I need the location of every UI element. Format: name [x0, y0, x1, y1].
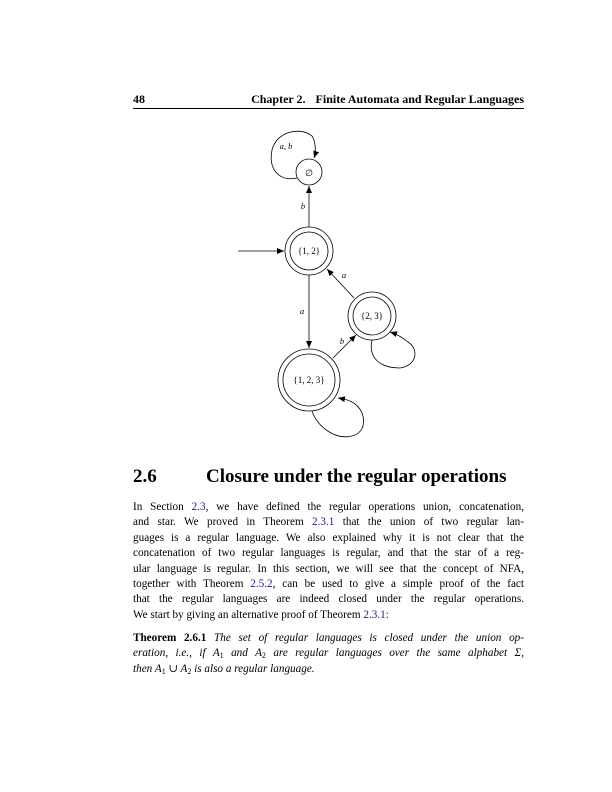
edge-23-to-12 [327, 269, 354, 298]
para-line: In Section 2.3, we have defined the regular operations union, concatenation, [133, 501, 524, 513]
state-label-23: {2, 3} [360, 311, 384, 321]
theorem-label: Theorem 2.6.1 [133, 632, 207, 644]
section-number: 2.6 [133, 466, 157, 487]
theorem-block [133, 631, 524, 677]
state-label-123: {1, 2, 3} [293, 375, 325, 385]
body-paragraph [133, 500, 524, 623]
loop-23 [371, 332, 415, 368]
edge-label-loop-empty: a, b [279, 141, 293, 151]
state-label-empty: ∅ [305, 168, 313, 178]
edge-label-23-to-12: a [341, 270, 347, 280]
section-heading [133, 466, 524, 488]
edge-label-12-to-empty: b [300, 201, 306, 211]
para-line: and star. We proved in Theorem 2.3.1 that the union of two regular lan- [133, 516, 524, 529]
edge-label-123-to-23: b [339, 336, 345, 346]
page-number: 48 [133, 92, 145, 106]
ref-link-theorem[interactable]: 2.3.1 [363, 608, 386, 621]
theorem-line: then $A_1$ ∪ $A_2$ is also a regular language. [133, 662, 315, 676]
state-label-12: {1, 2} [297, 246, 321, 256]
ref-link-section[interactable]: 2.3 [191, 501, 206, 513]
theorem-line: eration, i.e., if $A_1$ and $A_2$ are regular languages over the same alphabet Σ, [133, 647, 524, 661]
para-line: We start by giving an alternative proof of Theorem 2.3.1: [133, 608, 389, 621]
edge-label-12-to-123: a [299, 306, 305, 316]
chapter-title: Finite Automata and Regular Languages [315, 92, 524, 106]
edge-123-to-23 [333, 335, 356, 358]
ref-link-theorem[interactable]: 2.5.2 [250, 577, 273, 590]
para-line: ular language is regular. In this section, we will see that the concept of NFA, [133, 562, 524, 575]
section-title: Closure under the regular operations [206, 466, 507, 487]
para-line: guages is a regular language. We also explained why it is not clear that the [133, 531, 524, 544]
ref-link-theorem[interactable]: 2.3.1 [312, 516, 335, 529]
chapter-label: Chapter 2. [251, 92, 306, 106]
para-line: concatenation of two regular languages is regular, and that the star of a reg- [133, 547, 524, 560]
para-line: together with Theorem 2.5.2, can be used to give a simple proof of the fact [133, 577, 524, 590]
theorem-line: Theorem 2.6.1 The set of regular languages is closed under the union op- [133, 632, 524, 644]
para-line: that the regular languages are indeed closed under the regular operations. [133, 593, 524, 606]
